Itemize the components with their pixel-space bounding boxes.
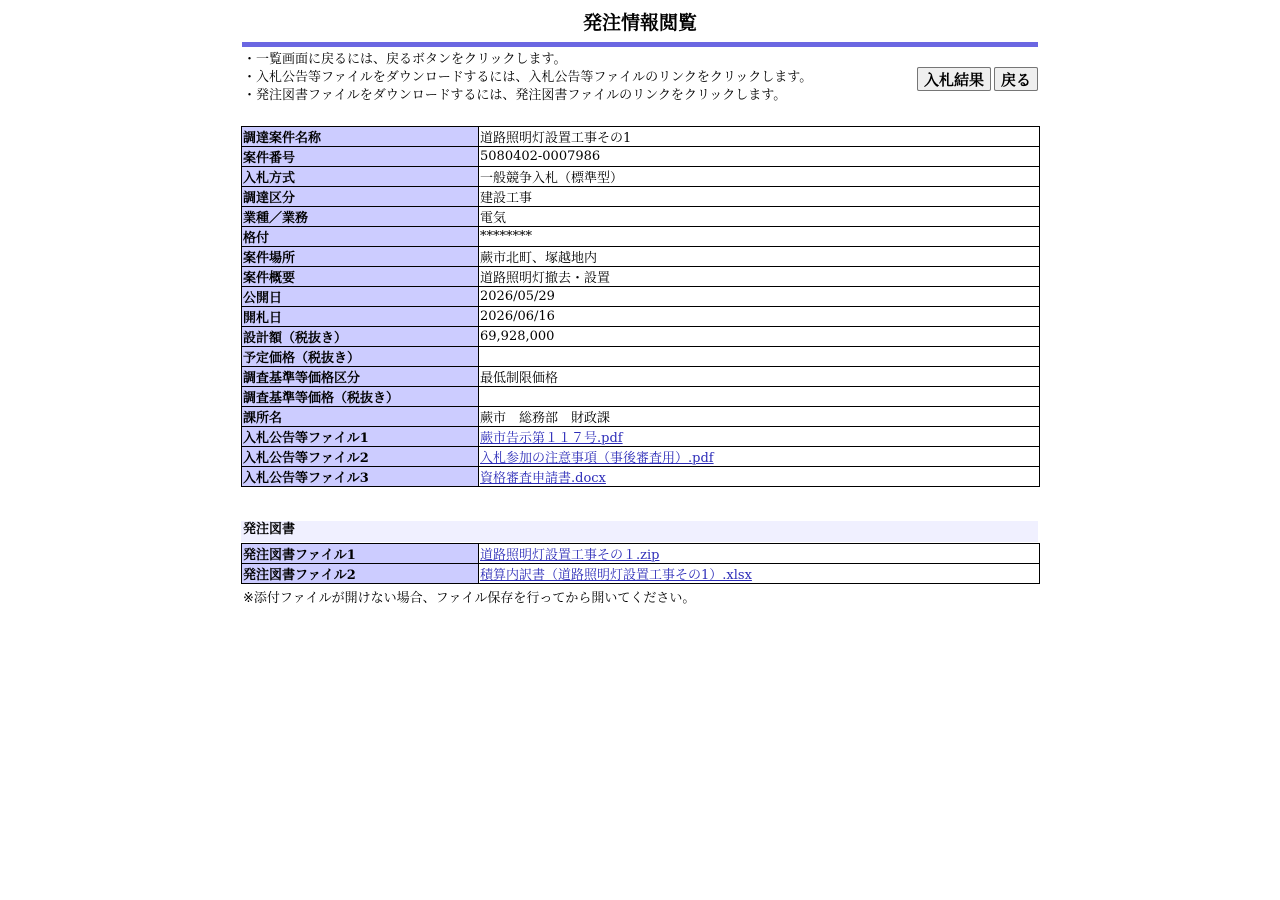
row-label: 調達案件名称 (242, 127, 479, 147)
row-value: 電気 (480, 211, 507, 226)
row-label: 設計額（税抜き） (242, 327, 479, 347)
row-label: 発注図書ファイル2 (242, 564, 479, 584)
row-label: 入札公告等ファイル3 (242, 467, 479, 487)
row-value-cell (479, 207, 1040, 227)
row-label: 課所名 (242, 407, 479, 427)
table-row (242, 544, 1040, 564)
row-label: 入札方式 (242, 167, 479, 187)
row-value: 最低制限価格 (480, 371, 559, 386)
row-value-cell (479, 267, 1040, 287)
row-value-cell (479, 564, 1040, 584)
instruction-item: ・入札公告等ファイルをダウンロードするには、入札公告等ファイルのリンクをクリックします。 (243, 70, 813, 85)
table-row (242, 187, 1040, 207)
table-row (242, 307, 1040, 327)
table-row (242, 287, 1040, 307)
row-value: 5080402-0007986 (480, 149, 601, 164)
file-download-link[interactable]: 資格審査申請書.docx (480, 471, 606, 486)
row-value-cell (479, 467, 1040, 487)
row-value: 道路照明灯撤去・設置 (480, 271, 611, 286)
table-row (242, 147, 1040, 167)
table-row (242, 327, 1040, 347)
row-value-cell (479, 447, 1040, 467)
row-label: 案件場所 (242, 247, 479, 267)
row-label: 調査基準等価格（税抜き） (242, 387, 479, 407)
row-value: 2026/05/29 (480, 289, 555, 304)
row-value-cell (479, 347, 1040, 367)
row-value-cell (479, 307, 1040, 327)
table-row (242, 247, 1040, 267)
instruction-item: ・発注図書ファイルをダウンロードするには、発注図書ファイルのリンクをクリックします。 (243, 88, 787, 103)
back-button[interactable]: 戻る (994, 67, 1038, 91)
drawings-table (241, 543, 1040, 584)
file-download-link[interactable]: 入札参加の注意事項（事後審査用）.pdf (480, 451, 714, 466)
row-value-cell (479, 167, 1040, 187)
page-title: 発注情報閲覧 (582, 12, 697, 34)
row-value: 蕨市 総務部 財政課 (480, 411, 611, 426)
row-value: 道路照明灯設置工事その1 (480, 131, 632, 146)
row-label: 格付 (242, 227, 479, 247)
row-value-cell (479, 147, 1040, 167)
table-row (242, 127, 1040, 147)
row-value: 69,928,000 (480, 329, 555, 344)
table-row (242, 387, 1040, 407)
row-label: 入札公告等ファイル1 (242, 427, 479, 447)
row-value: 一般競争入札（標準型） (480, 171, 624, 186)
row-value-cell (479, 367, 1040, 387)
row-label: 調査基準等価格区分 (242, 367, 479, 387)
attachment-note: ※添付ファイルが開けない場合、ファイル保存を行ってから開いてください。 (243, 591, 696, 606)
drawings-section-title: 発注図書 (241, 521, 1038, 542)
row-value: 建設工事 (480, 191, 533, 206)
row-value-cell (479, 227, 1040, 247)
row-label: 調達区分 (242, 187, 479, 207)
table-row (242, 407, 1040, 427)
row-value-cell (479, 287, 1040, 307)
table-row (242, 367, 1040, 387)
row-value-cell (479, 387, 1040, 407)
table-row (242, 207, 1040, 227)
table-row (242, 167, 1040, 187)
file-download-link[interactable]: 積算内訳書（道路照明灯設置工事その1）.xlsx (480, 568, 752, 583)
bid-results-button[interactable]: 入札結果 (917, 67, 991, 91)
row-value-cell (479, 544, 1040, 564)
row-value: 2026/06/16 (480, 309, 555, 324)
row-value: 蕨市北町、塚越地内 (480, 251, 598, 266)
instruction-item: ・一覧画面に戻るには、戻るボタンをクリックします。 (243, 52, 567, 67)
row-label: 案件番号 (242, 147, 479, 167)
table-row (242, 267, 1040, 287)
details-table (241, 126, 1040, 487)
row-label: 入札公告等ファイル2 (242, 447, 479, 467)
row-value-cell (479, 407, 1040, 427)
row-value-cell (479, 187, 1040, 207)
row-label: 業種／業務 (242, 207, 479, 227)
table-row (242, 564, 1040, 584)
row-value: ******** (480, 229, 532, 244)
table-row (242, 427, 1040, 447)
table-row (242, 447, 1040, 467)
row-label: 予定価格（税抜き） (242, 347, 479, 367)
file-download-link[interactable]: 道路照明灯設置工事その１.zip (480, 548, 660, 563)
row-label: 発注図書ファイル1 (242, 544, 479, 564)
table-row (242, 227, 1040, 247)
action-buttons (917, 67, 1038, 91)
instructions-area (241, 47, 1039, 126)
instruction-list (243, 51, 812, 105)
row-value-cell (479, 127, 1040, 147)
row-label: 案件概要 (242, 267, 479, 287)
page-container (241, 0, 1039, 606)
row-value-cell (479, 247, 1040, 267)
row-label: 開札日 (242, 307, 479, 327)
row-label: 公開日 (242, 287, 479, 307)
file-download-link[interactable]: 蕨市告示第１１７号.pdf (480, 431, 623, 446)
row-value-cell (479, 327, 1040, 347)
table-row (242, 347, 1040, 367)
row-value-cell (479, 427, 1040, 447)
table-row (242, 467, 1040, 487)
